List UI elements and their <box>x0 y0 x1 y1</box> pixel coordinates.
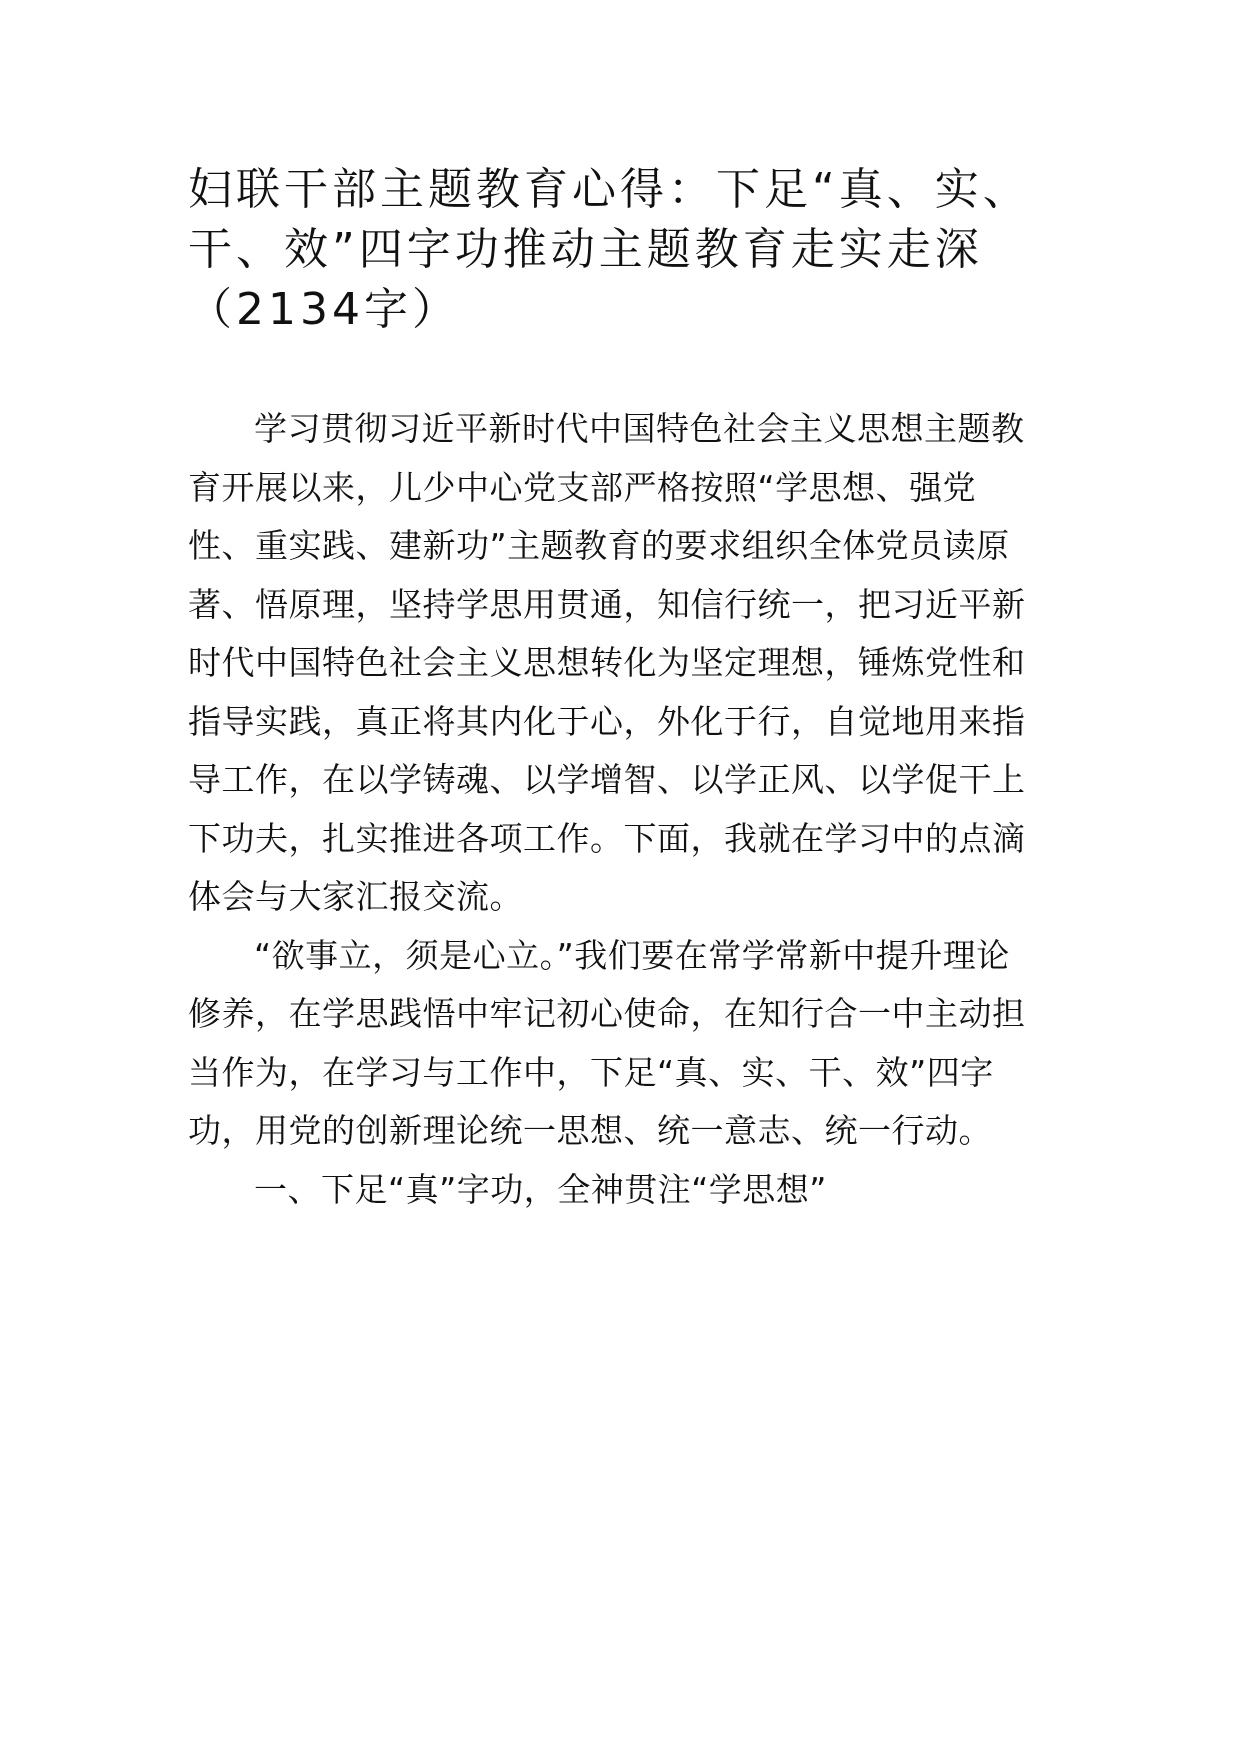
text-line: 育开展以来，儿少中心党支部严格按照“学思想、强党 <box>188 467 977 507</box>
text-line: 功，用党的创新理论统一思想、统一意志、统一行动。 <box>188 1111 992 1150</box>
text-line: 一、下足“真”字功，全神贯注“学思想” <box>254 1169 827 1209</box>
text-line: 指导实践，真正将其内化于心，外化于行，自觉地用来指 <box>188 701 1026 741</box>
text-line: 当作为，在学习与工作中，下足“真、实、干、效”四字 <box>188 1052 994 1092</box>
section-heading <box>188 1161 1058 1220</box>
text-line: 导工作，在以学铸魂、以学增智、以学正风、以学促干上 <box>188 760 1026 799</box>
text-line: 著、悟原理，坚持学思用贯通，知信行统一，把习近平新 <box>188 584 1026 624</box>
document-title <box>188 160 1058 340</box>
text-line: 时代中国特色社会主义思想转化为坚定理想，锤炼党性和 <box>188 643 1026 682</box>
text-line: 学习贯彻习近平新时代中国特色社会主义思想主题教 <box>254 409 1025 448</box>
title-line: 妇联干部主题教育心得：下足“真、实、 <box>188 164 1031 215</box>
text-line: 体会与大家汇报交流。 <box>188 877 523 916</box>
document-body <box>188 400 1058 1219</box>
text-line: 下功夫，扎实推进各项工作。下面，我就在学习中的点滴 <box>188 818 1026 858</box>
text-line: 修养，在学思践悟中牢记初心使命，在知行合一中主动担 <box>188 994 1026 1033</box>
paragraph-intro <box>188 400 1058 927</box>
text-line: “欲事立，须是心立。”我们要在常学常新中提升理论 <box>254 935 1010 975</box>
title-line: 干、效”四字功推动主题教育走实走深 <box>188 224 983 275</box>
title-line: （2134字） <box>188 284 460 335</box>
text-line: 性、重实践、建新功”主题教育的要求组织全体党员读原 <box>188 526 1010 565</box>
paragraph-quote <box>188 927 1058 1161</box>
